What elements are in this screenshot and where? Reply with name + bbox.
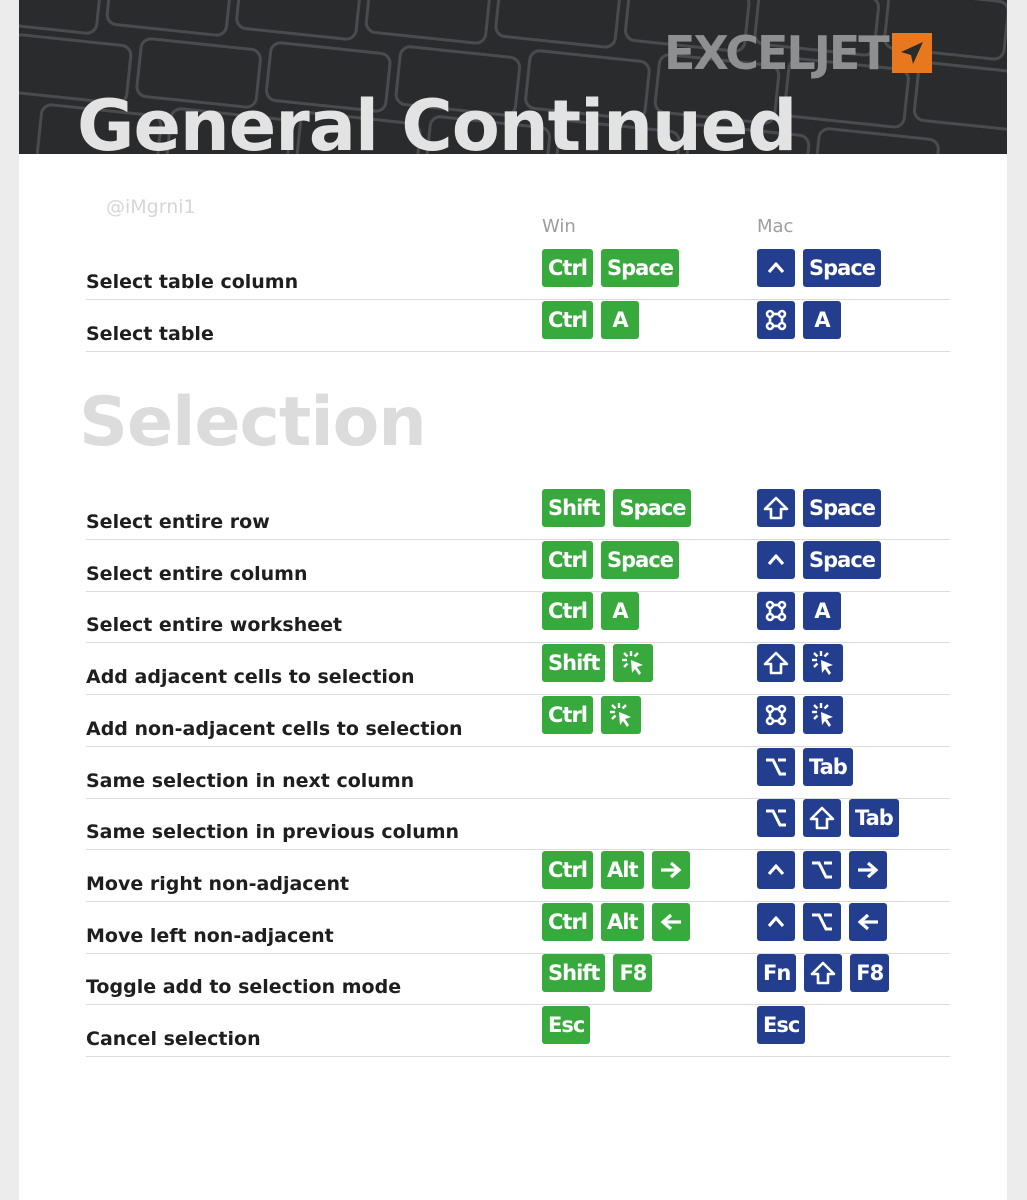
key-a: A xyxy=(601,301,639,339)
shortcut-row xyxy=(86,901,950,954)
brand-wordmark: EXCELJET xyxy=(664,26,888,80)
mac-keys xyxy=(757,799,899,837)
shortcut-row xyxy=(86,299,950,352)
win-keys xyxy=(542,1006,590,1044)
ctrl-icon xyxy=(757,851,795,889)
mac-keys xyxy=(757,489,881,527)
shift-icon xyxy=(804,954,842,992)
mac-keys xyxy=(757,644,843,682)
win-keys xyxy=(542,489,691,527)
win-keys xyxy=(542,249,679,287)
shortcut-label: Cancel selection xyxy=(86,1028,261,1050)
shortcut-label: Move left non-adjacent xyxy=(86,924,334,947)
column-header-win: Win xyxy=(542,216,576,237)
key-ctrl: Ctrl xyxy=(542,301,593,339)
shortcut-label: Select entire row xyxy=(86,511,270,533)
key-ctrl: Ctrl xyxy=(542,249,593,287)
shortcut-label: Add non-adjacent cells to selection xyxy=(86,717,463,740)
shortcut-label: Select entire column xyxy=(86,562,308,585)
option-icon xyxy=(757,748,795,786)
arrow-left-icon xyxy=(652,903,690,941)
shortcut-row xyxy=(86,849,950,902)
win-keys xyxy=(542,954,652,992)
key-esc: Esc xyxy=(757,1006,805,1044)
key-tab: Tab xyxy=(803,748,853,786)
section-title-selection: Selection xyxy=(79,383,426,462)
key-alt: Alt xyxy=(601,903,644,941)
ctrl-icon xyxy=(757,249,795,287)
key-ctrl: Ctrl xyxy=(542,592,593,630)
key-alt: Alt xyxy=(601,851,644,889)
key-esc: Esc xyxy=(542,1006,590,1044)
watermark: @iMgrni1 xyxy=(106,196,196,218)
win-keys xyxy=(542,592,639,630)
key-a: A xyxy=(601,592,639,630)
arrow-left-icon xyxy=(849,903,887,941)
shortcut-row xyxy=(86,642,950,695)
key-shift: Shift xyxy=(542,644,605,682)
key-a: A xyxy=(803,301,841,339)
click-icon xyxy=(613,644,653,682)
key-tab: Tab xyxy=(849,799,899,837)
key-f8: F8 xyxy=(850,954,889,992)
shortcut-label: Toggle add to selection mode xyxy=(86,976,402,999)
key-ctrl: Ctrl xyxy=(542,696,593,734)
option-icon xyxy=(803,903,841,941)
shortcut-row xyxy=(86,694,950,747)
key-a: A xyxy=(803,592,841,630)
mac-keys xyxy=(757,592,841,630)
key-space: Space xyxy=(613,489,691,527)
key-f8: F8 xyxy=(613,954,652,992)
shortcut-row xyxy=(86,797,950,850)
shift-icon xyxy=(803,799,841,837)
click-icon xyxy=(803,696,843,734)
shortcut-row xyxy=(86,1004,950,1057)
win-keys xyxy=(542,301,639,339)
shortcut-row xyxy=(86,539,950,592)
header-banner xyxy=(19,0,1007,154)
key-ctrl: Ctrl xyxy=(542,903,593,941)
key-shift: Shift xyxy=(542,954,605,992)
arrow-right-icon xyxy=(849,851,887,889)
shortcut-label: Select table xyxy=(86,322,214,345)
mac-keys xyxy=(757,249,881,287)
key-space: Space xyxy=(803,541,881,579)
column-header-mac: Mac xyxy=(757,216,794,237)
key-space: Space xyxy=(803,489,881,527)
key-shift: Shift xyxy=(542,489,605,527)
mac-keys xyxy=(757,1006,805,1044)
shortcut-row xyxy=(86,247,950,300)
mac-keys xyxy=(757,541,881,579)
brand-mark-icon xyxy=(892,33,932,73)
shift-icon xyxy=(757,489,795,527)
option-icon xyxy=(803,851,841,889)
option-icon xyxy=(757,799,795,837)
win-keys xyxy=(542,851,690,889)
key-ctrl: Ctrl xyxy=(542,851,593,889)
shortcut-label: Same selection in previous column xyxy=(86,821,460,844)
win-keys xyxy=(542,541,679,579)
key-space: Space xyxy=(803,249,881,287)
shortcut-label: Move right non-adjacent xyxy=(86,872,350,895)
mac-keys xyxy=(757,301,841,339)
mac-keys xyxy=(757,696,843,734)
mac-keys xyxy=(757,954,889,992)
exceljet-logo xyxy=(664,28,932,78)
cmd-icon xyxy=(757,696,795,734)
win-keys xyxy=(542,696,641,734)
win-keys xyxy=(542,903,690,941)
click-icon xyxy=(601,696,641,734)
ctrl-icon xyxy=(757,903,795,941)
key-fn: Fn xyxy=(757,954,796,992)
click-icon xyxy=(803,644,843,682)
cmd-icon xyxy=(757,592,795,630)
page-title: General Continued xyxy=(77,85,797,154)
shortcut-row xyxy=(86,952,950,1005)
shortcut-label: Same selection in next column xyxy=(86,769,415,792)
shortcut-row xyxy=(86,487,950,540)
mac-keys xyxy=(757,903,887,941)
ctrl-icon xyxy=(757,541,795,579)
cmd-icon xyxy=(757,301,795,339)
key-space: Space xyxy=(601,541,679,579)
shortcut-label: Select table column xyxy=(86,271,299,293)
shift-icon xyxy=(757,644,795,682)
mac-keys xyxy=(757,851,887,889)
shortcut-row xyxy=(86,590,950,643)
win-keys xyxy=(542,644,653,682)
shortcut-label: Add adjacent cells to selection xyxy=(86,666,415,689)
arrow-right-icon xyxy=(652,851,690,889)
key-space: Space xyxy=(601,249,679,287)
key-ctrl: Ctrl xyxy=(542,541,593,579)
cheat-sheet-page xyxy=(19,0,1007,1200)
shortcut-row xyxy=(86,746,950,799)
shortcut-label: Select entire worksheet xyxy=(86,614,343,637)
mac-keys xyxy=(757,748,853,786)
